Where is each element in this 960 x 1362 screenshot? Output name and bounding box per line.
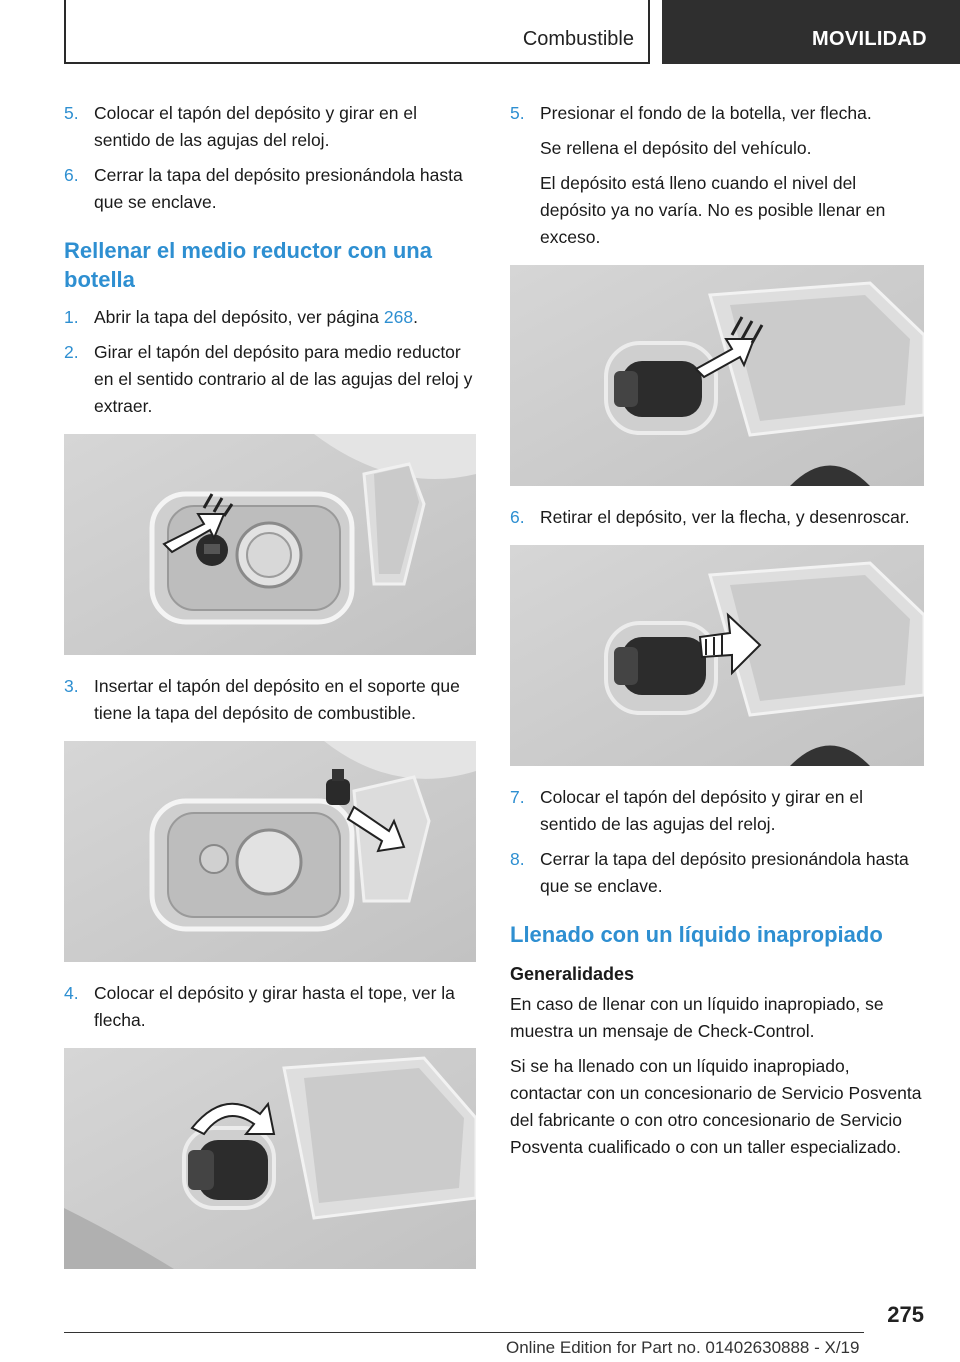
subheading-general: Generalidades bbox=[510, 964, 635, 984]
page-link[interactable]: 268 bbox=[383, 307, 414, 327]
paragraph: En caso de llenar con un líquido inapropiado, se muestra un mensaje de Check-Control. bbox=[510, 994, 884, 1041]
step-text-part: Abrir la tapa del depósito, ver página bbox=[94, 307, 384, 327]
step-8 bbox=[510, 846, 924, 900]
step-6-left bbox=[64, 162, 476, 216]
step-text: Colocar el tapón del depósito y girar en el sentido de las agujas del reloj. bbox=[540, 787, 863, 834]
step-paragraph: Presionar el fondo de la botella, ver flecha. bbox=[540, 103, 872, 123]
step-number: 7. bbox=[510, 787, 525, 807]
heading-refill-bottle: Rellenar el medio reductor con una botella bbox=[64, 238, 432, 292]
figure-press-bottle bbox=[510, 265, 924, 486]
step-text: Colocar el tapón del depósito y girar en el sentido de las agujas del reloj. bbox=[94, 103, 417, 150]
step-number: 2. bbox=[64, 342, 79, 362]
step-5-left bbox=[64, 100, 476, 154]
step-number: 1. bbox=[64, 307, 79, 327]
step-1 bbox=[64, 304, 476, 331]
step-text: Cerrar la tapa del depósito presionándola hasta que se enclave. bbox=[94, 165, 463, 212]
step-number: 5. bbox=[510, 103, 525, 123]
step-text: Insertar el tapón del depósito en el soporte que tiene la tapa del depósito de combustible. bbox=[94, 676, 460, 723]
step-number: 8. bbox=[510, 849, 525, 869]
figure-insert-cap-holder bbox=[64, 741, 476, 962]
step-text bbox=[540, 100, 924, 251]
header-chapter-box bbox=[64, 0, 650, 64]
figure-remove-cap bbox=[64, 434, 476, 655]
step-text bbox=[94, 304, 476, 331]
header-section-box bbox=[662, 0, 960, 64]
figure-insert-bottle bbox=[64, 1048, 476, 1269]
step-text: Retirar el depósito, ver la flecha, y desenroscar. bbox=[540, 507, 910, 527]
step-text: Colocar el depósito y girar hasta el tope, ver la flecha. bbox=[94, 983, 455, 1030]
step-number: 3. bbox=[64, 676, 79, 696]
figure-remove-bottle bbox=[510, 545, 924, 766]
footer-edition: Online Edition for Part no. 01402630888 - X/19 bbox=[506, 1338, 860, 1357]
step-7 bbox=[510, 784, 924, 838]
step-text: Cerrar la tapa del depósito presionándola hasta que se enclave. bbox=[540, 849, 909, 896]
step-number: 5. bbox=[64, 103, 79, 123]
step-paragraph: El depósito está lleno cuando el nivel del depósito ya no varía. No es posible llenar en exceso. bbox=[540, 173, 886, 247]
step-number: 6. bbox=[510, 507, 525, 527]
paragraph: Si se ha llenado con un líquido inapropiado, contactar con un concesionario de Servicio Posventa del fabricante o con otro concesionario de Servicio Posventa cualificado o con un taller especializado. bbox=[510, 1056, 922, 1157]
chapter-title: Combustible bbox=[522, 28, 634, 50]
step-text-end: . bbox=[413, 307, 418, 327]
step-number: 4. bbox=[64, 983, 79, 1003]
footer-divider bbox=[64, 1332, 864, 1333]
step-6-right bbox=[510, 504, 924, 531]
step-4 bbox=[64, 980, 476, 1034]
step-text: Girar el tapón del depósito para medio reductor en el sentido contrario al de las agujas del reloj y extraer. bbox=[94, 342, 473, 416]
step-3 bbox=[64, 673, 476, 727]
heading-wrong-liquid: Llenado con un líquido inapropiado bbox=[510, 922, 883, 947]
section-title: MOVILIDAD bbox=[812, 28, 927, 50]
step-2 bbox=[64, 339, 476, 420]
step-paragraph: Se rellena el depósito del vehículo. bbox=[540, 138, 812, 158]
step-5-right bbox=[510, 100, 924, 251]
step-number: 6. bbox=[64, 165, 79, 185]
page-number: 275 bbox=[887, 1302, 924, 1327]
right-column bbox=[510, 100, 924, 1169]
left-column bbox=[64, 100, 476, 1287]
